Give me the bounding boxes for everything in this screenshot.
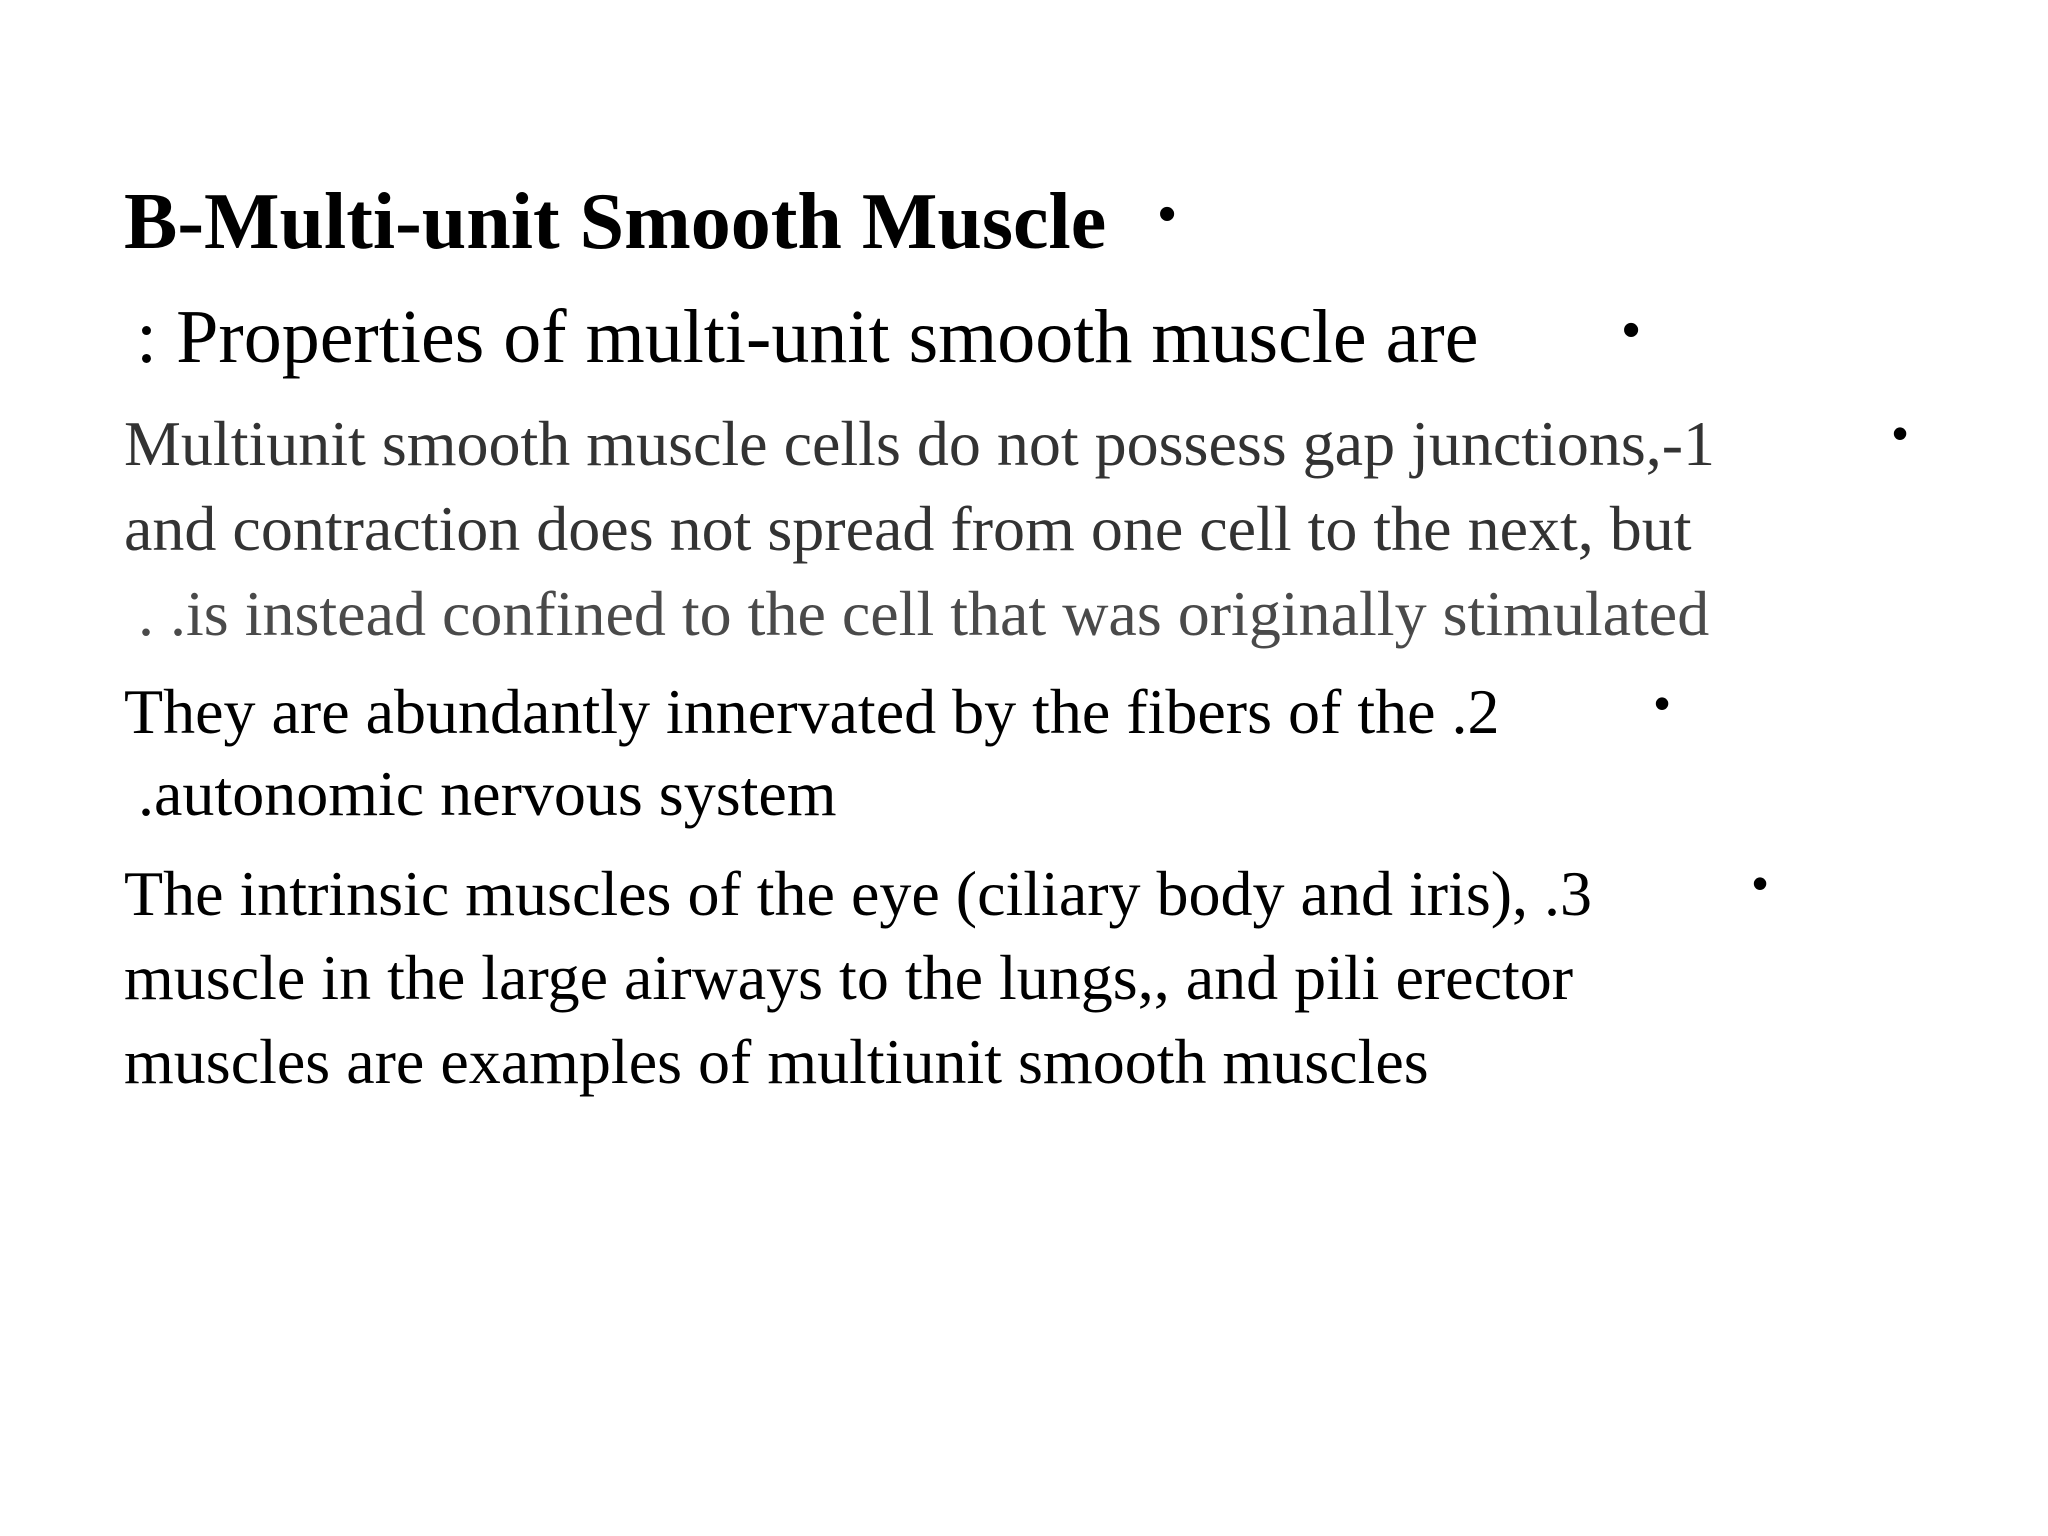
bullet-point-2-line-2: .autonomic nervous system	[138, 758, 837, 829]
bullet-point-3-line-1: The intrinsic muscles of the eye (ciliary body and iris), .3	[124, 858, 1593, 929]
bullet-point-3-line-3: muscles are examples of multiunit smooth muscles	[124, 1026, 1429, 1097]
slide-subtitle: : Properties of multi-unit smooth muscle are	[136, 295, 1479, 379]
bullet-dot-icon: •	[1622, 301, 1641, 359]
bullet-point-3-line-2: muscle in the large airways to the lungs,, and pili erector	[124, 942, 1574, 1013]
bullet-dot-icon: •	[1654, 677, 1671, 729]
bullet-dot-icon: •	[1892, 407, 1909, 459]
bullet-dot-icon: •	[1752, 857, 1769, 909]
bullet-point-2-line-1: They are abundantly innervated by the fibers of the .2	[124, 676, 1500, 747]
bullet-dot-icon: •	[1158, 185, 1177, 243]
bullet-point-1-line-2: and contraction does not spread from one cell to the next, but	[124, 493, 1692, 564]
bullet-point-1-line-3: . .is instead confined to the cell that was originally stimulated	[138, 578, 1710, 649]
bullet-point-1-line-1: Multiunit smooth muscle cells do not possess gap junctions,-1	[124, 408, 1716, 479]
slide-title: B-Multi-unit Smooth Muscle	[124, 178, 1107, 266]
